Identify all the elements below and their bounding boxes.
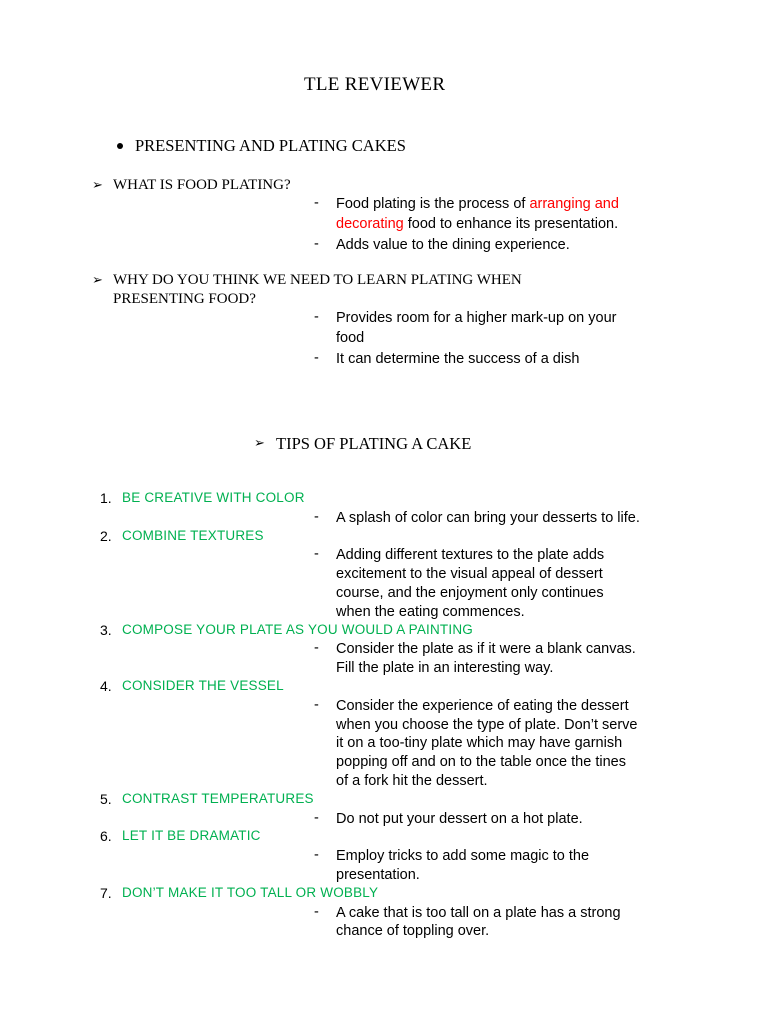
dash-marker: - [314,696,319,713]
tip-description-line: Do not put your dessert on a hot plate. [336,810,583,827]
question-2-line2: PRESENTING FOOD? [113,291,256,307]
question-2-line1: WHY DO YOU THINK WE NEED TO LEARN PLATING WHEN [113,272,522,288]
tip-description-line: it on a too-tiny plate which may have garnish [336,735,623,752]
tip-description-line: presentation. [336,867,420,883]
answer-2-1-line1: Provides room for a higher mark-up on your [336,310,617,326]
arrow-bullet-icon: ➢ [254,435,265,450]
tip-description-line: Employ tricks to add some magic to the [336,848,590,865]
tip-number: 2. [100,527,112,544]
tip-description-line: of a fork hit the dessert. [336,773,488,789]
dash-marker: - [314,903,319,920]
dash-marker: - [314,350,319,366]
tip-title: CONSIDER THE VESSEL [122,678,284,693]
dash-marker: - [314,847,319,864]
tip-description-line: chance of toppling over. [336,923,490,940]
tip-description-line: Adding different textures to the plate adds [336,547,605,564]
tip-number: 4. [100,678,112,694]
tip-number: 3. [100,621,112,638]
tip-description-line: course, and the enjoyment only continues [336,585,604,601]
answer-1-1-line2: decorating food to enhance its presentation. [336,216,619,232]
tip-title: COMBINE TEXTURES [122,527,264,543]
tip-description-line: Fill the plate in an interesting way. [336,660,554,677]
answer-1-1-line1: Food plating is the process of arranging and [336,196,619,212]
tip-description-line: excitement to the visual appeal of dessert [336,566,603,583]
arrow-bullet-icon: ➢ [92,177,103,192]
tip-title: BE CREATIVE WITH COLOR [122,490,305,505]
tip-number: 5. [100,790,112,807]
tip-number: 7. [100,884,112,901]
tip-description-line: popping off and on to the table once the tines [336,754,626,771]
dash-marker: - [314,640,319,657]
dash-marker: - [314,309,319,325]
arrow-bullet-icon: ➢ [92,272,103,287]
tip-description-line: when the eating commences. [336,603,525,620]
answer-2-2: It can determine the success of a dish [336,351,580,367]
tip-title: CONTRAST TEMPERATURES [122,790,314,806]
tip-description-line: A cake that is too tall on a plate has a strong [336,904,621,921]
tips-heading: TIPS OF PLATING A CAKE [276,434,472,453]
tip-number: 1. [100,490,112,506]
section-heading: PRESENTING AND PLATING CAKES [135,136,406,155]
tip-title: COMPOSE YOUR PLATE AS YOU WOULD A PAINTING [122,621,473,637]
tip-title: DON’T MAKE IT TOO TALL OR WOBBLY [122,884,379,900]
highlight-text: arranging and [529,196,619,212]
answer-2-1-line2: food [336,330,365,346]
highlight-text: decorating [336,216,404,232]
dash-marker: - [314,236,319,252]
question-1: WHAT IS FOOD PLATING? [113,177,291,193]
tip-description-line: Consider the experience of eating the dessert [336,697,629,714]
dash-marker: - [314,195,319,211]
answer-1-2: Adds value to the dining experience. [336,237,570,253]
tip-description-line: when you choose the type of plate. Don’t serve [336,716,638,733]
dash-marker: - [314,809,319,826]
tip-description-line: Consider the plate as if it were a blank canvas. [336,641,636,658]
document-title: TLE REVIEWER [304,74,446,95]
dash-marker: - [314,546,319,563]
tip-number: 6. [100,828,112,845]
bullet-icon [117,143,123,149]
tip-title: LET IT BE DRAMATIC [122,828,261,844]
tip-description-line: A splash of color can bring your desserts to life. [336,509,640,526]
dash-marker: - [314,508,319,525]
